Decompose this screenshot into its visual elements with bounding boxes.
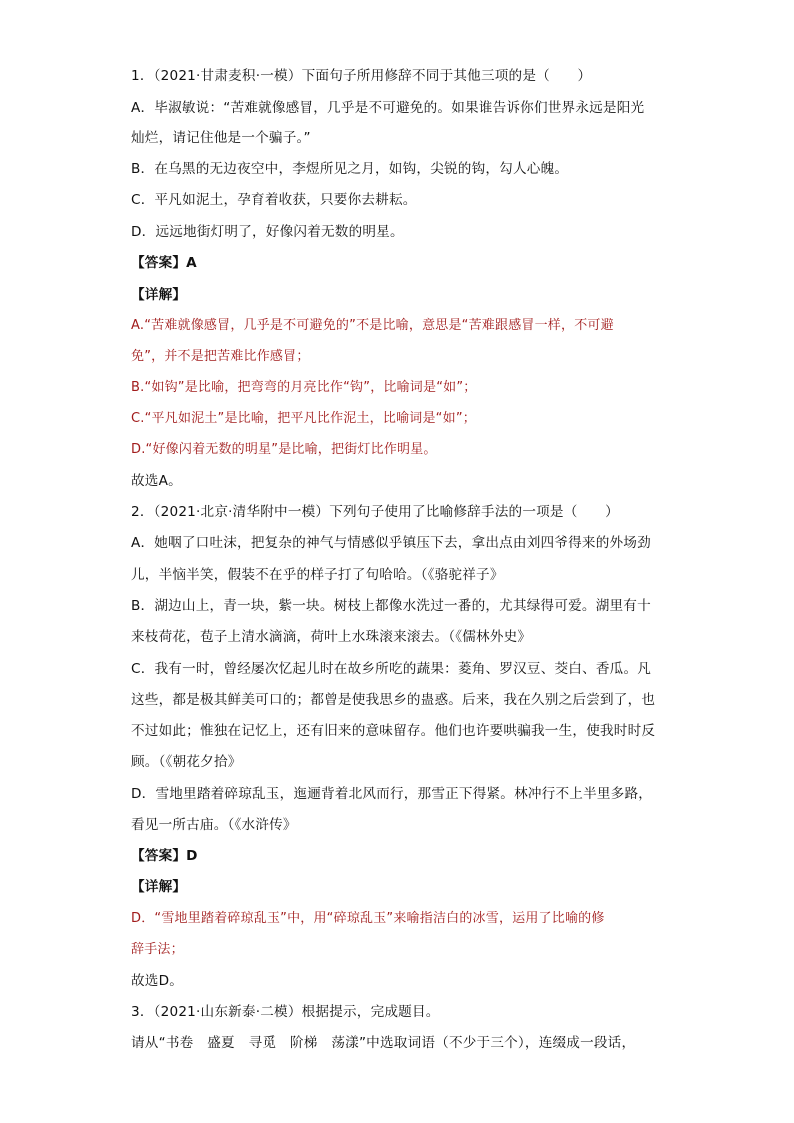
q2-detail-d-line2: 辞手法； bbox=[131, 942, 184, 957]
q1-detail-label: 【详解】 bbox=[131, 287, 187, 303]
q1-detail-c: C.“平凡如泥土”是比喻，把平凡比作泥土，比喻词是“如”； bbox=[131, 411, 476, 426]
q2-option-c-line4: 顾。（《朝花夕拾》 bbox=[131, 754, 242, 770]
q1-detail-a-line2: 免”，并不是把苦难比作感冒； bbox=[131, 349, 310, 364]
q1-answer: 【答案】A bbox=[131, 255, 197, 271]
q1-option-a-line1: A．毕淑敏说：“苦难就像感冒，几乎是不可避免的。如果谁告诉你们世界永远是阳光 bbox=[131, 100, 645, 116]
q2-option-c-line3: 不过如此；惟独在记忆上，还有旧来的意味留存。他们也许要哄骗我一生，使我时时反 bbox=[131, 723, 656, 739]
q1-option-b: B．在乌黑的无边夜空中，李煜所见之月，如钩，尖锐的钩，勾人心魄。 bbox=[131, 161, 569, 177]
q2-detail-d-line1: D．“雪地里踏着碎琼乱玉”中，用“碎琼乱玉”来喻指洁白的冰雪，运用了比喻的修 bbox=[131, 911, 605, 926]
q1-detail-a-line1: A.“苦难就像感冒，几乎是不可避免的”不是比喻，意思是“苦难跟感冒一样，不可避 bbox=[131, 318, 614, 333]
q2-option-d-line1: D．雪地里踏着碎琼乱玉，迤逦背着北风而行，那雪正下得紧。林冲行不上半里多路， bbox=[131, 786, 653, 802]
q2-detail-label: 【详解】 bbox=[131, 879, 187, 895]
q2-option-c-line2: 这些，都是极其鲜美可口的；都曾是使我思乡的蛊惑。后来，我在久别之后尝到了，也 bbox=[131, 692, 656, 708]
q2-option-b-line1: B．湖边山上，青一块，紫一块。树枝上都像水洗过一番的，尤其绿得可爱。湖里有十 bbox=[131, 598, 651, 614]
q1-option-d: D．远远地街灯明了，好像闪着无数的明星。 bbox=[131, 224, 404, 240]
q1-option-c: C．平凡如泥土，孕育着收获，只要你去耕耘。 bbox=[131, 192, 417, 208]
q2-option-d-line2: 看见一所古庙。（《水浒传》 bbox=[131, 817, 297, 833]
q1-conclusion: 故选A。 bbox=[131, 473, 182, 489]
q1-detail-b: B.“如钩”是比喻，把弯弯的月亮比作“钩”，比喻词是“如”； bbox=[131, 380, 477, 395]
q2-option-a-line1: A．她咽了口吐沫，把复杂的神气与情感似乎镇压下去，拿出点由刘四爷得来的外场劲 bbox=[131, 535, 651, 551]
q2-option-c-line1: C．我有一时，曾经屡次忆起儿时在故乡所吃的蔬果：菱角、罗汉豆、茭白、香瓜。凡 bbox=[131, 661, 652, 677]
q1-detail-d: D.“好像闪着无数的明星”是比喻，把街灯比作明星。 bbox=[131, 442, 437, 457]
q2-answer: 【答案】D bbox=[131, 848, 198, 864]
q2-stem: 2．（2021·北京·清华附中一模）下列句子使用了比喻修辞手法的一项是（ ） bbox=[131, 504, 619, 520]
q1-stem: 1．（2021·甘肃麦积·一模）下面句子所用修辞不同于其他三项的是（ ） bbox=[131, 68, 592, 84]
q2-option-a-line2: 儿，半恼半笑，假装不在乎的样子打了句哈哈。（《骆驼祥子》 bbox=[131, 567, 504, 583]
q3-stem: 3．（2021·山东新泰·二模）根据提示，完成题目。 bbox=[131, 1004, 440, 1020]
q2-option-b-line2: 来枝荷花，苞子上清水滴滴，荷叶上水珠滚来滚去。（《儒林外史》 bbox=[131, 629, 532, 645]
q3-prompt: 请从“书卷 盛夏 寻觅 阶梯 荡漾”中选取词语（不少于三个），连缀成一段话， bbox=[131, 1035, 636, 1051]
q2-conclusion: 故选D。 bbox=[131, 973, 184, 989]
q1-option-a-line2: 灿烂，请记住他是一个骗子。” bbox=[131, 130, 311, 146]
